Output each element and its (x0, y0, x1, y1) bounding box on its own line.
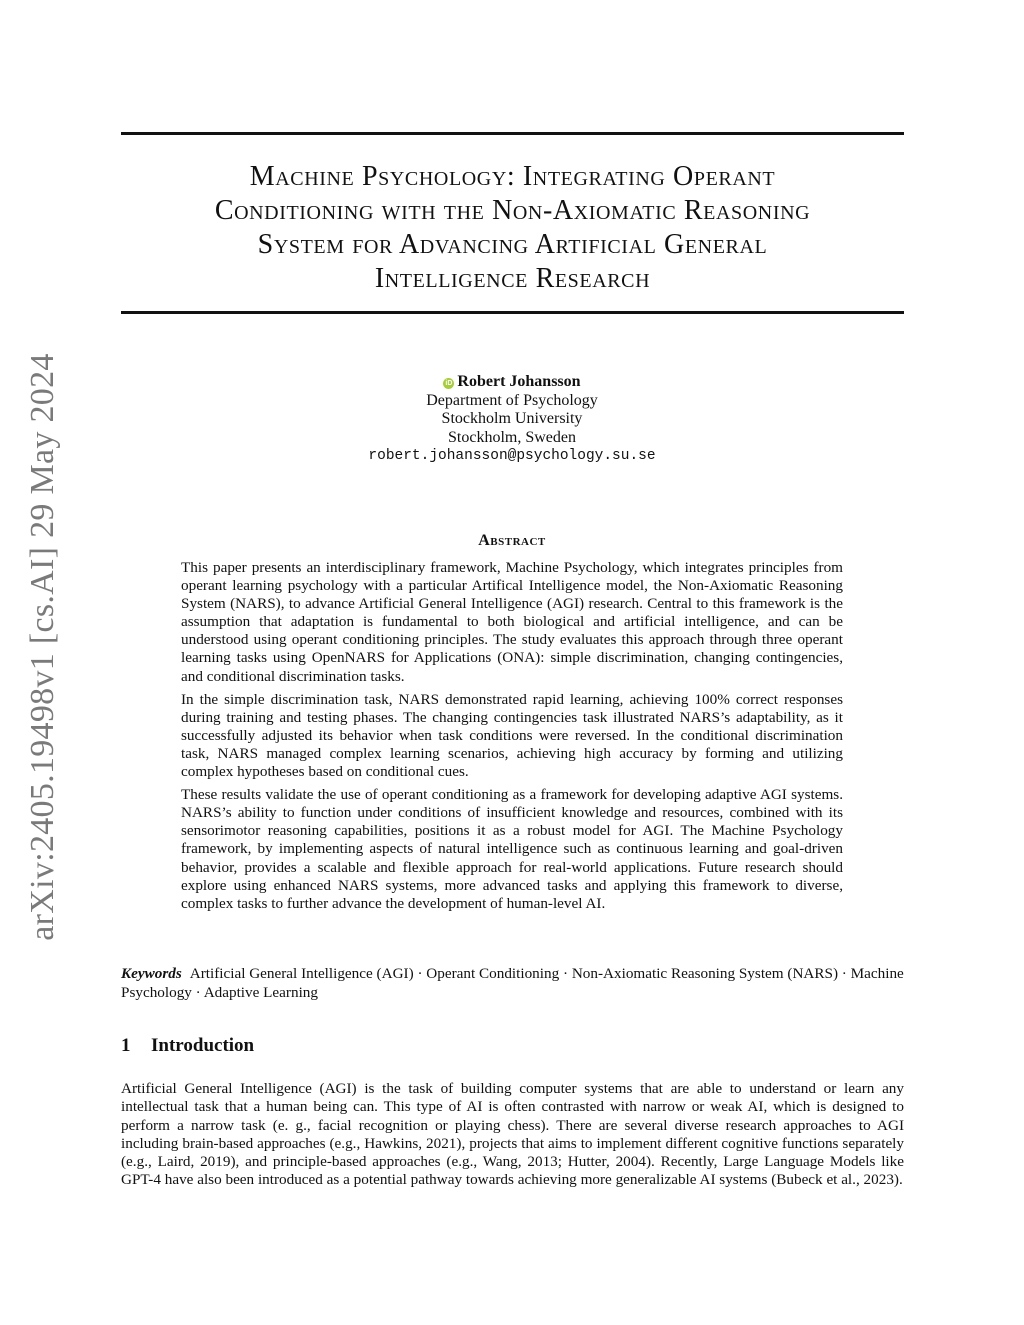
paper-title (121, 160, 904, 296)
keywords-label: Keywords (121, 965, 182, 982)
abstract-heading: Abstract (478, 532, 546, 549)
keywords-text: Artificial General Intelligence (AGI) · Operant Conditioning · Non-Axiomatic Reasoning System (NARS) · Machine Psychology · Adaptive Learning (121, 965, 904, 1001)
abstract-paragraph: In the simple discrimination task, NARS demonstrated rapid learning, achieving 100% correct responses during training and testing phases. The changing contingencies task illustrated NARS’s adaptability, as it successfully adjusted its behavior when task conditions were reversed. In the conditional discrimination task, NARS managed complex learning scenarios, achieving high accuracy by forming and utilizing complex hypotheses based on conditional cues. (181, 690, 843, 781)
title-rule-top (121, 132, 904, 135)
title-line: Conditioning with the Non-Axiomatic Reasoning (214, 195, 811, 226)
keywords (121, 964, 904, 1002)
author-email[interactable]: robert.johansson@psychology.su.se (368, 448, 656, 464)
arxiv-identifier[interactable]: arXiv:2405.19498v1 [cs.AI] 29 May 2024 (24, 353, 61, 941)
title-line: Intelligence Research (374, 263, 651, 294)
author-block (262, 373, 762, 466)
section-number: 1 (121, 1035, 131, 1056)
abstract-body (181, 559, 843, 918)
intro-paragraph: Artificial General Intelligence (AGI) is the task of building computer systems that are able to understand or learn any intellectual task that a human being can. This type of AI is often contrasted with narrow or weak AI, which is designed to perform a narrow task (e. g., facial recognition or playing chess). There are several diverse research approaches to AGI including brain-based approaches (e.g., Hawkins, 2021), projects that aims to implement different cognitive functions separately (e.g., Laird, 2019), and principle-based approaches (e.g., Wang, 2013; Hutter, 2004). Recently, Large Language Models like GPT-4 have also been introduced as a potential pathway towards achieving more generalizable AI systems (Bubeck et al., 2023). (121, 1080, 904, 1189)
author-line (262, 373, 762, 392)
title-rule-bottom (121, 311, 904, 314)
orcid-icon[interactable]: iD (445, 380, 453, 387)
author-university: Stockholm University (441, 410, 583, 427)
section-heading (121, 1035, 254, 1057)
author-location: Stockholm, Sweden (448, 428, 576, 446)
author-name: Robert Johansson (457, 373, 581, 390)
abstract-paragraph: This paper presents an interdisciplinary framework, Machine Psychology, which integrates principles from operant learning psychology with a particular Artifical Intelligence model, the Non-Axiomatic Reasoning System (NARS), to advance Artificial General Intelligence (AGI) research. Central to this framework is the assumption that adaptation is fundamental to both biological and artificial intelligence, and can be understood using operant conditioning principles. The study evaluates this approach through three operant learning tasks using OpenNARS for Applications (ONA): simple discrimination, changing contingencies, and conditional discrimination tasks. (181, 559, 843, 685)
title-line: System for Advancing Artificial General (257, 229, 768, 260)
section-title: Introduction (151, 1035, 255, 1056)
abstract-paragraph: These results validate the use of operant conditioning as a framework for developing adaptive AGI systems. NARS’s ability to function under conditions of insufficient knowledge and resources, combined with its sensorimotor reasoning capabilities, positions it as a robust model for AGI. The Machine Psychology framework, by implementing aspects of natural intelligence such as continuous learning and goal-driven behavior, provides a scalable and flexible approach for real-world applications. Future research should explore using enhanced NARS systems, more advanced tasks and applying this framework to diverse, complex tasks to further advance the development of human-level AI. (181, 786, 843, 912)
title-line: Machine Psychology: Integrating Operant (249, 161, 776, 192)
author-department: Department of Psychology (426, 391, 598, 409)
